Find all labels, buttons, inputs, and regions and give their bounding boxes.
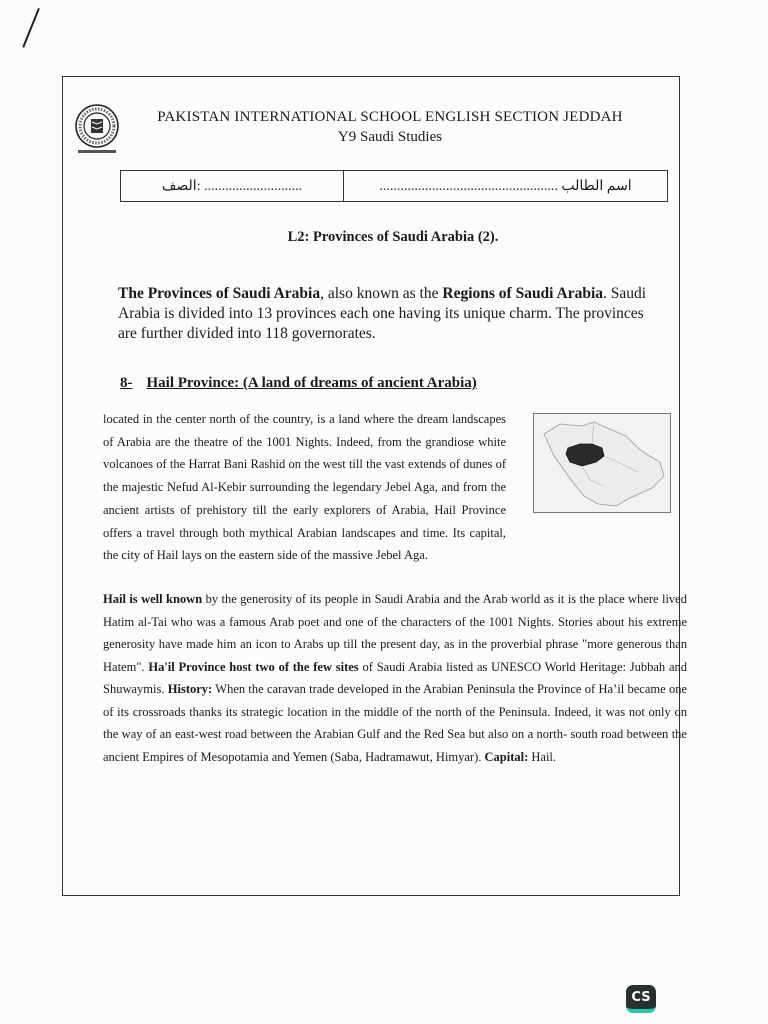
section-number: 8- — [120, 375, 133, 391]
student-info-box — [120, 170, 668, 202]
section-heading — [120, 375, 477, 392]
details-bold-3: History: — [167, 682, 213, 696]
details-bold-4: Capital: — [484, 749, 529, 764]
intro-text-2: . Saudi Arabia is divided into 13 provinces each one having its unique charm. The provinces are further divided into 118 governorates. — [118, 285, 647, 342]
hail-description-paragraph: located in the center north of the country, is a land where the dream landscapes of Arabia are the theatre of the 1001 Nights. Indeed, from the grandiose white volcanoes of the Harrat Bani Rashid on the west till the vast extends of dunes of the majestic Nefud Al-Kebir surrounding the legendary Jebel Aga, and from the ancient artists of prehistory till the early explorers of Arabia, Hail Province offers a travel through both mythical Arabian landscapes and time. Its capital, the city of Hail lays on the eastern side of the massive Jebel Aga. — [103, 412, 506, 563]
details-text-4: Hail. — [528, 749, 557, 764]
saudi-map-image — [533, 413, 671, 513]
details-bold-1: Hail is well known — [103, 592, 203, 606]
school-name: PAKISTAN INTERNATIONAL SCHOOL ENGLISH SECTION JEDDAH — [157, 109, 623, 125]
hail-details-paragraph — [103, 588, 687, 768]
section-title: Hail Province: (A land of dreams of ancient Arabia) — [146, 375, 477, 391]
school-logo-icon — [72, 102, 122, 158]
details-text-1: by the generosity of its people in Saudi Arabia and the Arab world as it is the place where lived Hatim al-Tai who was a famous Arab poet and one of the characters of the 1001 Nights. Stories about his extreme generosity have made him an icon to Arabs up till the present day, as in the proverbial phrase "more generous than Hatem". — [103, 592, 687, 674]
school-header — [120, 107, 660, 147]
camscanner-badge-icon: CS — [626, 985, 656, 1013]
details-text-3: When the caravan trade developed in the Arabian Peninsula the Province of Ha’il became one of its crossroads thanks its strategic location in the middle of the north of the Peninsula. Indeed, it was not only on the way of an east-west road between the Arabian Gulf and the Red Sea but also on a north- south road between the ancient Empires of Mesopotamia and Yemen (Saba, Hadramawut, Himyar). — [103, 682, 687, 764]
intro-bold-1: The Provinces of Saudi Arabia — [118, 285, 321, 302]
pen-mark — [22, 8, 40, 48]
student-name-field[interactable]: اسم الطالب ................................................... — [379, 178, 632, 194]
details-text-2: of Saudi Arabia listed as UNESCO World Heritage: Jubbah and Shuwaymis. — [103, 659, 688, 696]
class-field[interactable]: ............................ :الصف — [121, 171, 344, 201]
lesson-title: L2: Provinces of Saudi Arabia (2). — [287, 229, 499, 245]
subject-title: Y9 Saudi Studies — [337, 129, 443, 145]
details-bold-2: Ha'il Province host two of the few sites — [148, 659, 359, 674]
intro-paragraph — [118, 284, 653, 344]
intro-text-1: , also known as the — [320, 285, 443, 302]
intro-bold-2: Regions of Saudi Arabia — [442, 285, 604, 302]
